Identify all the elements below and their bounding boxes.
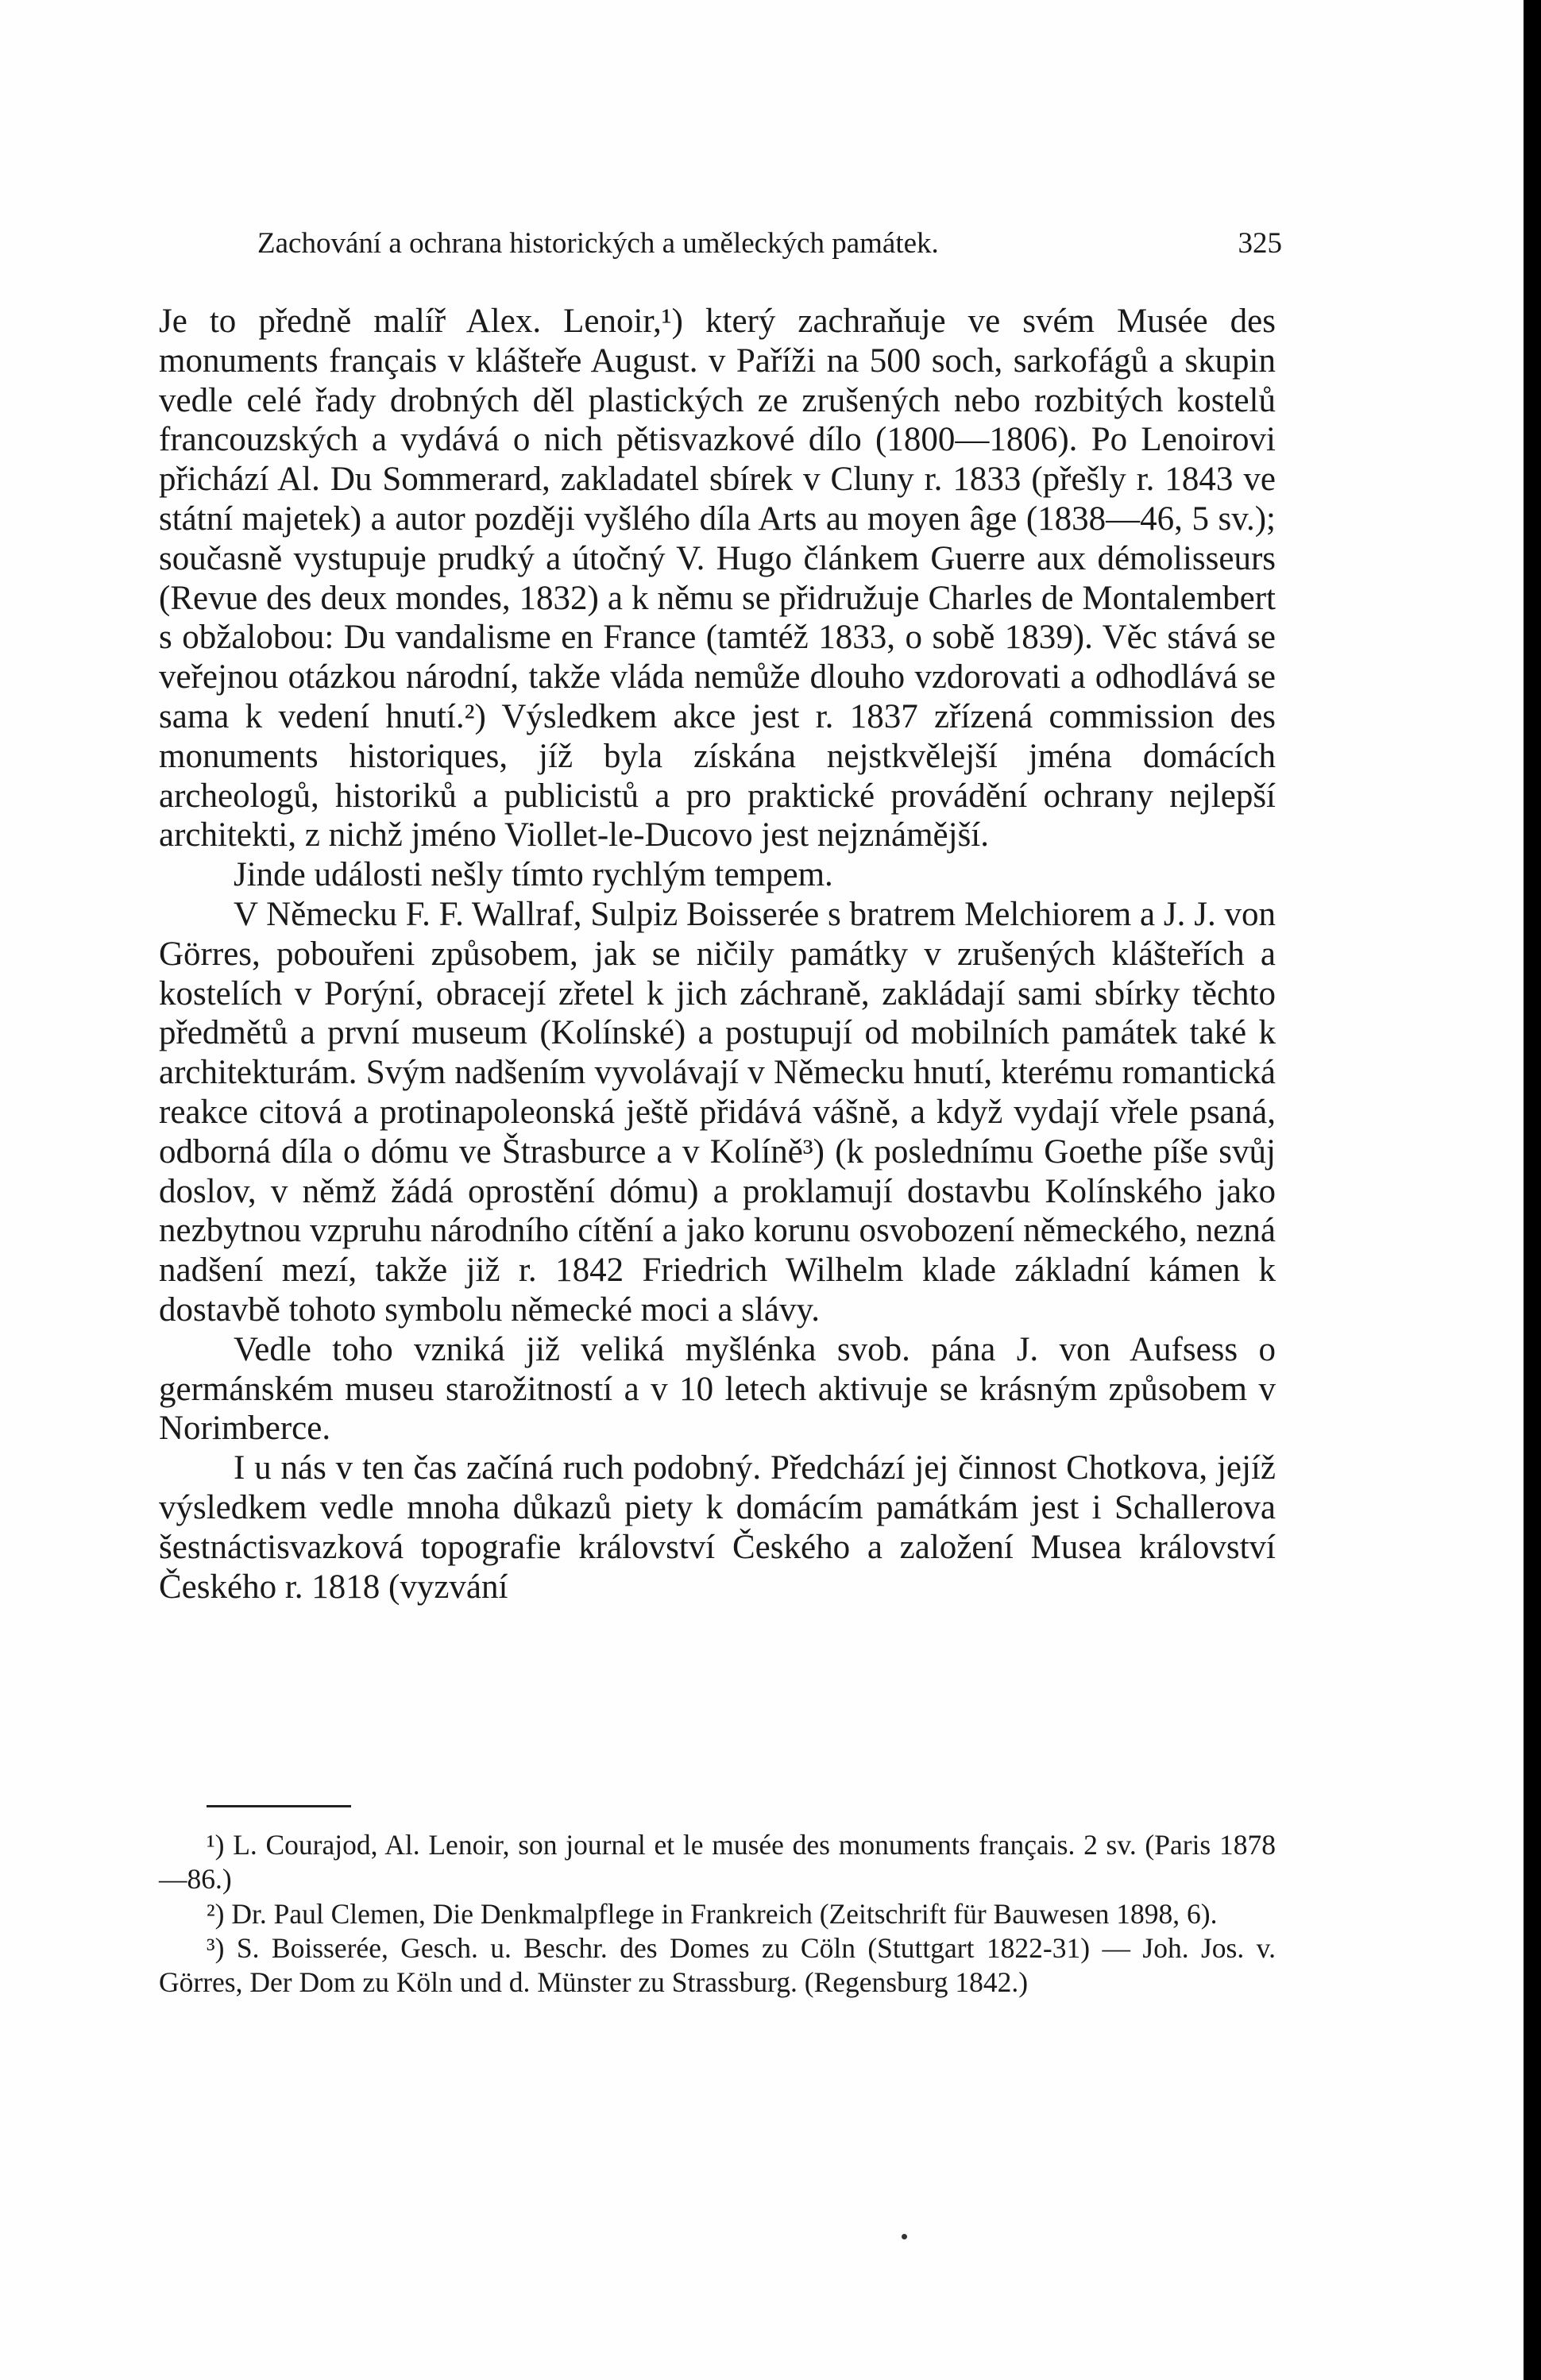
print-speck — [902, 2234, 907, 2239]
footnote-divider — [207, 1805, 351, 1807]
body-text — [159, 302, 1276, 1607]
paragraph: Je to předně malíř Alex. Lenoir,¹) který zachraňuje ve svém Musée des monuments français v klášteře August. v Paříži na 500 soch, sarkofágů a skupin vedle celé řady drobných děl plastických ze zrušených nebo rozbitých kostelů francouzských a vydává o nich pětisvazkové dílo (1800—1806). Po Lenoirovi přichází Al. Du Sommerard, zakladatel sbírek v Cluny r. 1833 (přešly r. 1843 ve státní majetek) a autor později vyšlého díla Arts au moyen âge (1838—46, 5 sv.); současně vystupuje prudký a útočný V. Hugo článkem Guerre aux démolisseurs (Revue des deux mondes, 1832) a k němu se přidružuje Charles de Montalembert s obžalobou: Du vandalisme en France (tamtéž 1833, o sobě 1839). Věc stává se veřejnou otázkou národní, takže vláda nemůže dlouho vzdorovati a odhodlává se sama k vedení hnutí.²) Výsledkem akce jest r. 1837 zřízená commission des monuments historiques, jíž byla získána nejstkvělejší jména domácích archeologů, historiků a publicistů a pro praktické provádění ochrany nejlepší architekti, z nichž jméno Viollet-le-Ducovo jest nejznámější. — [159, 303, 1276, 854]
footnote: ¹) L. Courajod, Al. Lenoir, son journal et le musée des monuments français. 2 sv. (Paris 1878—86.) — [159, 1829, 1276, 1896]
footnote: ³) S. Boisserée, Gesch. u. Beschr. des Domes zu Cöln (Stuttgart 1822-31) — Joh. Jos. v. Görres, Der Dom zu Köln und d. Münster zu Strassburg. (Regensburg 1842.) — [159, 1931, 1276, 1999]
paragraph: V Německu F. F. Wallraf, Sulpiz Boisserée s bratrem Melchiorem a J. J. von Görres, pobouřeni způsobem, jak se ničily památky v zrušených klášteřích a kostelích v Porýní, obracejí zřetel k jich záchraně, zakládají sami sbírky těchto předmětů a první museum (Kolínské) a postupují od mobilních památek také k architekturám. Svým nadšením vyvolávají v Německu hnutí, kterému romantická reakce citová a protinapoleonská ještě přidává vášně, a když vydají vřele psaná, odborná díla o dómu ve Štrasburce a v Kolíně³) (k poslednímu Goethe píše svůj doslov, v němž žádá oprostění dómu) a proklamují dostavbu Kolínského jako nezbytnou vzpruhu národního cítění a jako korunu osvobození německého, nezná nadšení mezí, takže již r. 1842 Friedrich Wilhelm klade základní kámen k dostavbě tohoto symbolu německé moci a slávy. — [159, 895, 1276, 1329]
paragraph: Vedle toho vzniká již veliká myšlénka svob. pána J. von Aufsess o germánském museu starožitností a v 10 letech aktivuje se krásným způsobem v Norimberce. — [159, 1330, 1276, 1448]
paragraph: Jinde události nešly tímto rychlým tempem. — [234, 856, 833, 894]
running-title: Zachování a ochrana historických a uměleckých památek. — [257, 227, 939, 260]
page-header — [257, 225, 1282, 263]
page-number: 325 — [1238, 227, 1282, 260]
paragraph: I u nás v ten čas začíná ruch podobný. Předchází jej činnost Chotkova, jejíž výsledkem vedle mnoha důkazů piety k domácím památkám jest i Schallerova šestnáctisvazková topografie království Českého a založení Musea království Českého r. 1818 (vyzvání — [159, 1449, 1276, 1606]
footnotes — [159, 1828, 1276, 2000]
scan-edge — [1524, 0, 1541, 2380]
footnote: ²) Dr. Paul Clemen, Die Denkmalpflege in Frankreich (Zeitschrift für Bauwesen 1898, 6). — [207, 1897, 1218, 1930]
